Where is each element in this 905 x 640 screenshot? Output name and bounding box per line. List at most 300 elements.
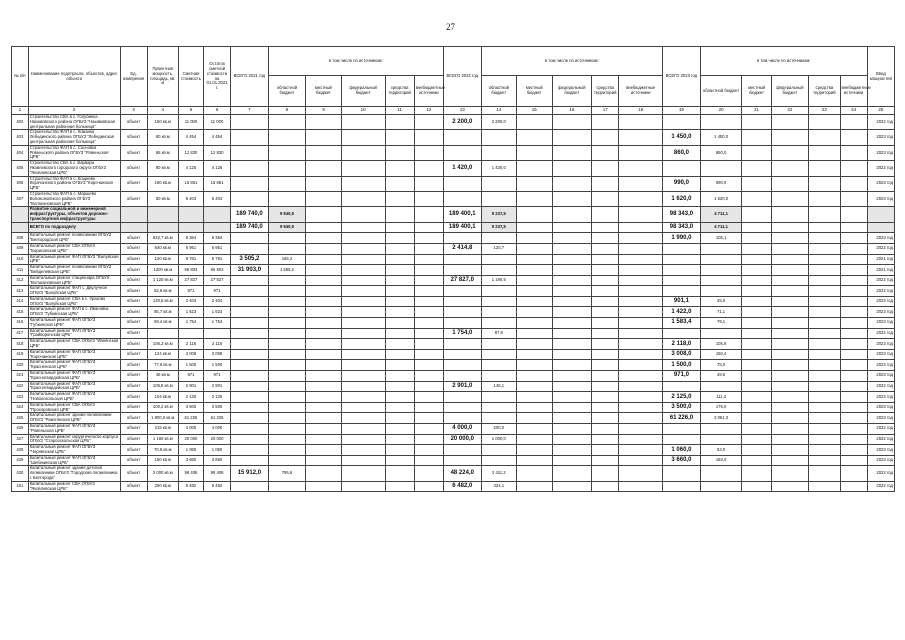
row-number: 418 [12,339,29,350]
empty-cell [552,392,592,403]
empty-cell [840,145,867,160]
row-capacity: 60 кв.м [147,130,178,145]
empty-cell [840,296,867,307]
empty-cell [742,233,771,244]
row-number: 417 [12,328,29,339]
empty-cell [552,481,592,492]
empty-cell [809,349,840,360]
empty-cell [341,176,385,191]
row-name: Капитальный ремонт ФАП в с. Ивановка ОГБУЗ "Губкинская ЦРБ" [28,307,120,318]
row-unit: объект [120,455,147,466]
empty-cell [385,371,414,382]
row-capacity: 69,4 кв.м [147,318,178,329]
empty-cell [341,265,385,276]
row-remaining [203,328,230,339]
empty-cell [619,381,663,392]
empty-cell [809,434,840,445]
empty-cell [592,207,619,222]
row-total-2022: 6 482,0 [444,481,482,492]
row-oblast-2022: 9 237,5 [481,222,516,233]
row-year-input: 2022 год [867,424,894,435]
empty-cell [809,318,840,329]
empty-cell [592,371,619,382]
empty-cell [619,434,663,445]
empty-cell [742,381,771,392]
row-name: ВСЕГО по подразделу [28,222,120,233]
row-year-input: 2021 год [867,265,894,276]
row-oblast-2021 [268,233,306,244]
empty-cell [385,466,414,481]
src-header: местный бюджет [742,76,771,107]
empty-cell [517,286,552,297]
empty-cell [341,115,385,130]
empty-cell [809,339,840,350]
empty-cell [517,145,552,160]
row-name: Капитальный ремонт ФАП ОГБУЗ "Красногвардейская ЦРБ" [28,381,120,392]
row-oblast-2023: 990,0 [700,176,742,191]
row-number: 407 [12,191,29,206]
empty-cell [552,318,592,329]
empty-cell [517,307,552,318]
row-oblast-2023: 45,0 [700,296,742,307]
empty-cell [341,349,385,360]
row-oblast-2022 [481,296,516,307]
empty-cell [619,424,663,435]
row-oblast-2023 [700,424,742,435]
row-remaining: 3 660 [203,455,230,466]
row-oblast-2021 [268,176,306,191]
row-remaining: 5 404 [203,191,230,206]
empty-cell [771,481,809,492]
row-remaining: 66 803 [203,265,230,276]
empty-cell [341,254,385,265]
empty-cell [517,455,552,466]
empty-cell [517,265,552,276]
row-number: 424 [12,402,29,413]
row-number: 415 [12,307,29,318]
row-total-2023: 901,1 [663,296,701,307]
empty-cell [619,115,663,130]
row-remaining: 11 000 [203,115,230,130]
row-total-2022 [444,307,482,318]
empty-cell [414,402,443,413]
empty-cell [619,392,663,403]
empty-cell [840,481,867,492]
row-unit: объект [120,265,147,276]
row-cost: 66 803 [178,265,203,276]
empty-cell [840,402,867,413]
empty-cell [414,176,443,191]
empty-cell [414,307,443,318]
row-total-2021 [231,445,269,456]
empty-cell [809,307,840,318]
row-total-2023 [663,328,701,339]
row-remaining: 4 000 [203,424,230,435]
row-oblast-2023 [700,161,742,176]
row-oblast-2021 [268,381,306,392]
row-total-2022 [444,371,482,382]
table-row [12,296,895,307]
row-number: 413 [12,286,29,297]
row-oblast-2021 [268,402,306,413]
empty-cell [552,413,592,424]
row-oblast-2022: 87,6 [481,328,516,339]
empty-cell [742,455,771,466]
row-oblast-2021 [268,339,306,350]
empty-cell [306,434,341,445]
row-unit: объект [120,254,147,265]
row-total-2021 [231,328,269,339]
empty-cell [306,381,341,392]
row-total-2021 [231,381,269,392]
row-oblast-2023 [700,115,742,130]
empty-cell [771,413,809,424]
empty-cell [517,360,552,371]
row-capacity: 60 кв.м [147,191,178,206]
empty-cell [592,296,619,307]
empty-cell [517,275,552,286]
row-oblast-2021 [268,434,306,445]
row-total-2021 [231,176,269,191]
row-year-input: 2023 год [867,360,894,371]
table-row [12,413,895,424]
col-index: 14 [481,107,516,115]
empty-cell [742,286,771,297]
empty-cell [341,233,385,244]
src-header: федеральный бюджет [771,76,809,107]
empty-cell [306,349,341,360]
row-name: Капитальный ремонт ФАП ОГБУЗ "Грайворонская ЦРБ" [28,328,120,339]
row-capacity: 1200 кв.м [147,265,178,276]
empty-cell [385,207,414,222]
row-capacity: 130,5 кв.м [147,296,178,307]
row-capacity: 215 кв.м [147,424,178,435]
row-number: 421 [12,371,29,382]
row-year-input: 2023 год [867,455,894,466]
row-capacity: 45 кв.м [147,371,178,382]
row-remaining: 2 404 [203,296,230,307]
row-year-input: 2022 год [867,286,894,297]
row-remaining: 2 118 [203,339,230,350]
row-oblast-2023 [700,466,742,481]
row-remaining: 2 125 [203,392,230,403]
row-year-input: 2023 год [867,233,894,244]
empty-cell [592,481,619,492]
row-name: Строительство ФАП в с. Кожанка Лебединского района ОГБУЗ "Лебединская центральная районная больница" [28,130,120,145]
row-total-2023: 2 125,0 [663,392,701,403]
row-unit: объект [120,413,147,424]
row-oblast-2023 [700,328,742,339]
row-remaining: 98 408 [203,466,230,481]
empty-cell [341,145,385,160]
row-number: 412 [12,275,29,286]
row-oblast-2022 [481,349,516,360]
row-total-2022: 20 000,0 [444,434,482,445]
empty-cell [385,265,414,276]
row-capacity: 85,7 кв.м [147,307,178,318]
row-total-2022 [444,339,482,350]
empty-cell [341,445,385,456]
empty-cell [771,392,809,403]
empty-cell [341,318,385,329]
empty-cell [517,130,552,145]
row-total-2023: 971,0 [663,371,701,382]
row-cost: 20 000 [178,434,203,445]
empty-cell [592,265,619,276]
empty-cell [771,445,809,456]
empty-cell [592,161,619,176]
row-unit: объект [120,434,147,445]
row-capacity: 104 кв.м [147,392,178,403]
row-oblast-2022: 324,1 [481,481,516,492]
row-year-input: 2023 год [867,176,894,191]
empty-cell [840,254,867,265]
empty-cell [414,265,443,276]
row-year-input: 2023 год [867,318,894,329]
empty-cell [517,402,552,413]
row-oblast-2022: 1 190,5 [481,275,516,286]
row-oblast-2022: 1 000,0 [481,434,516,445]
empty-cell [840,233,867,244]
empty-cell [771,243,809,254]
row-capacity: 124 кв.м [147,349,178,360]
empty-cell [517,115,552,130]
empty-cell [809,392,840,403]
empty-cell [840,371,867,382]
row-year-input: 2022 год [867,115,894,130]
col-index: 20 [700,107,742,115]
row-cost: 12 830 [178,145,203,160]
empty-cell [306,402,341,413]
row-total-2021 [231,275,269,286]
row-oblast-2023: 105,9 [700,339,742,350]
empty-cell [414,233,443,244]
row-oblast-2023: 1 620,0 [700,191,742,206]
investment-table [11,46,895,492]
row-name: Строительство СВА в с. Варвара Яковлевского городского округа ОГБУЗ "Яковлевская ЦРБ" [28,161,120,176]
empty-cell [552,130,592,145]
row-unit: объект [120,115,147,130]
empty-cell [414,424,443,435]
row-number: 406 [12,176,29,191]
empty-cell [341,328,385,339]
row-number: 430 [12,466,29,481]
empty-cell [385,381,414,392]
col-index: 6 [203,107,230,115]
row-number: 426 [12,424,29,435]
empty-cell [619,233,663,244]
row-name: Строительство ФАП в с. Кощеево Корочанского района ОГБУЗ "Корочанская ЦРБ" [28,176,120,191]
row-year-input: 2023 год [867,307,894,318]
empty-cell [592,318,619,329]
row-total-2021 [231,286,269,297]
empty-cell [414,413,443,424]
row-capacity [147,328,178,339]
row-unit: объект [120,392,147,403]
row-number: 419 [12,349,29,360]
src-header: областной бюджет [700,76,742,107]
row-oblast-2023: 183,0 [700,455,742,466]
table-row [12,243,895,254]
header-row-1 [12,47,895,76]
empty-cell [840,207,867,222]
row-total-2023 [663,254,701,265]
empty-cell [414,207,443,222]
row-capacity: 77,6 кв.м [147,360,178,371]
empty-cell [306,115,341,130]
empty-cell [341,222,385,233]
row-name: Капитальный ремонт поликлиники ОГБУЗ "Белгородская ЦРБ" [28,233,120,244]
empty-cell [592,254,619,265]
empty-cell [414,222,443,233]
row-oblast-2023 [700,286,742,297]
table-row [12,445,895,456]
empty-cell [809,445,840,456]
empty-cell [742,207,771,222]
row-total-2023 [663,434,701,445]
row-remaining: 3 008 [203,349,230,360]
row-name: Строительство ФАП в с. Маршево Волоконовского района ОГБУЗ "Волоконовская ЦРБ" [28,191,120,206]
empty-cell [517,481,552,492]
row-total-2021 [231,233,269,244]
row-name: Капитальный ремонт СВА ОГБУЗ "Прохоровская ЦРБ" [28,402,120,413]
empty-cell [306,176,341,191]
table-row [12,307,895,318]
row-unit: объект [120,243,147,254]
row-total-2021 [231,349,269,360]
empty-cell [306,318,341,329]
src-header: областной бюджет [268,76,306,107]
empty-cell [517,296,552,307]
row-year-input: 2023 год [867,296,894,307]
row-capacity: 1 160 кв.м [147,434,178,445]
empty-cell [771,424,809,435]
row-total-2022 [444,360,482,371]
empty-cell [414,360,443,371]
row-oblast-2021 [268,307,306,318]
empty-cell [306,371,341,382]
row-oblast-2022 [481,145,516,160]
row-total-2023: 1 990,0 [663,233,701,244]
row-unit: объект [120,381,147,392]
row-cost: 2 901 [178,381,203,392]
empty-cell [592,328,619,339]
row-unit: объект [120,349,147,360]
empty-cell [414,115,443,130]
empty-cell [619,286,663,297]
row-oblast-2022 [481,286,516,297]
empty-cell [552,161,592,176]
empty-cell [341,243,385,254]
empty-cell [840,115,867,130]
row-oblast-2021 [268,455,306,466]
empty-cell [552,328,592,339]
empty-cell [809,233,840,244]
empty-cell [809,265,840,276]
empty-cell [385,328,414,339]
empty-cell [306,445,341,456]
empty-cell [341,466,385,481]
empty-cell [306,254,341,265]
row-total-2022 [444,176,482,191]
empty-cell [771,265,809,276]
row-oblast-2023: 111,3 [700,392,742,403]
empty-cell [809,115,840,130]
row-capacity: 66 кв.м [147,145,178,160]
row-remaining: 3 500 [203,402,230,413]
table-row [12,434,895,445]
col-cost-header: Сметная стоимость [178,47,203,107]
row-total-2021: 189 740,0 [231,207,269,222]
row-year-input: 2023 год [867,371,894,382]
row-oblast-2021: 795,6 [268,466,306,481]
row-total-2022: 1 754,0 [444,328,482,339]
empty-cell [306,339,341,350]
row-oblast-2021 [268,130,306,145]
empty-cell [517,339,552,350]
empty-cell [742,265,771,276]
empty-cell [742,402,771,413]
row-remaining: 971 [203,286,230,297]
col-index: 10 [341,107,385,115]
row-oblast-2022 [481,130,516,145]
empty-cell [517,466,552,481]
row-capacity: 180 кв.м [147,176,178,191]
table-row [12,191,895,206]
empty-cell [552,191,592,206]
empty-cell [385,233,414,244]
row-year-input: 2023 год [867,413,894,424]
empty-cell [414,286,443,297]
empty-cell [385,307,414,318]
row-total-2022 [444,265,482,276]
empty-cell [592,402,619,413]
row-oblast-2022: 1 420,0 [481,161,516,176]
empty-cell [771,381,809,392]
empty-cell [619,360,663,371]
row-total-2021 [231,481,269,492]
empty-cell [517,434,552,445]
row-total-2022: 2 200,0 [444,115,482,130]
empty-cell [385,339,414,350]
empty-cell [771,145,809,160]
group-2022-header: в том числе по источникам: [481,47,663,76]
col-index: 7 [231,107,269,115]
row-total-2023: 61 226,0 [663,413,701,424]
empty-cell [385,445,414,456]
empty-cell [517,161,552,176]
empty-cell [341,455,385,466]
row-unit: объект [120,191,147,206]
src-header: средства территорий [385,76,414,107]
row-unit: объект [120,445,147,456]
row-total-2021 [231,145,269,160]
row-total-2023: 1 583,4 [663,318,701,329]
empty-cell [306,286,341,297]
row-oblast-2021: 9 940,5 [268,222,306,233]
empty-cell [592,424,619,435]
empty-cell [517,424,552,435]
empty-cell [809,381,840,392]
row-unit: объект [120,233,147,244]
row-number: 423 [12,392,29,403]
row-total-2021 [231,130,269,145]
row-unit: объект [120,130,147,145]
row-capacity [147,222,178,233]
empty-cell [619,481,663,492]
row-cost: 15 861 [178,176,203,191]
empty-cell [414,339,443,350]
